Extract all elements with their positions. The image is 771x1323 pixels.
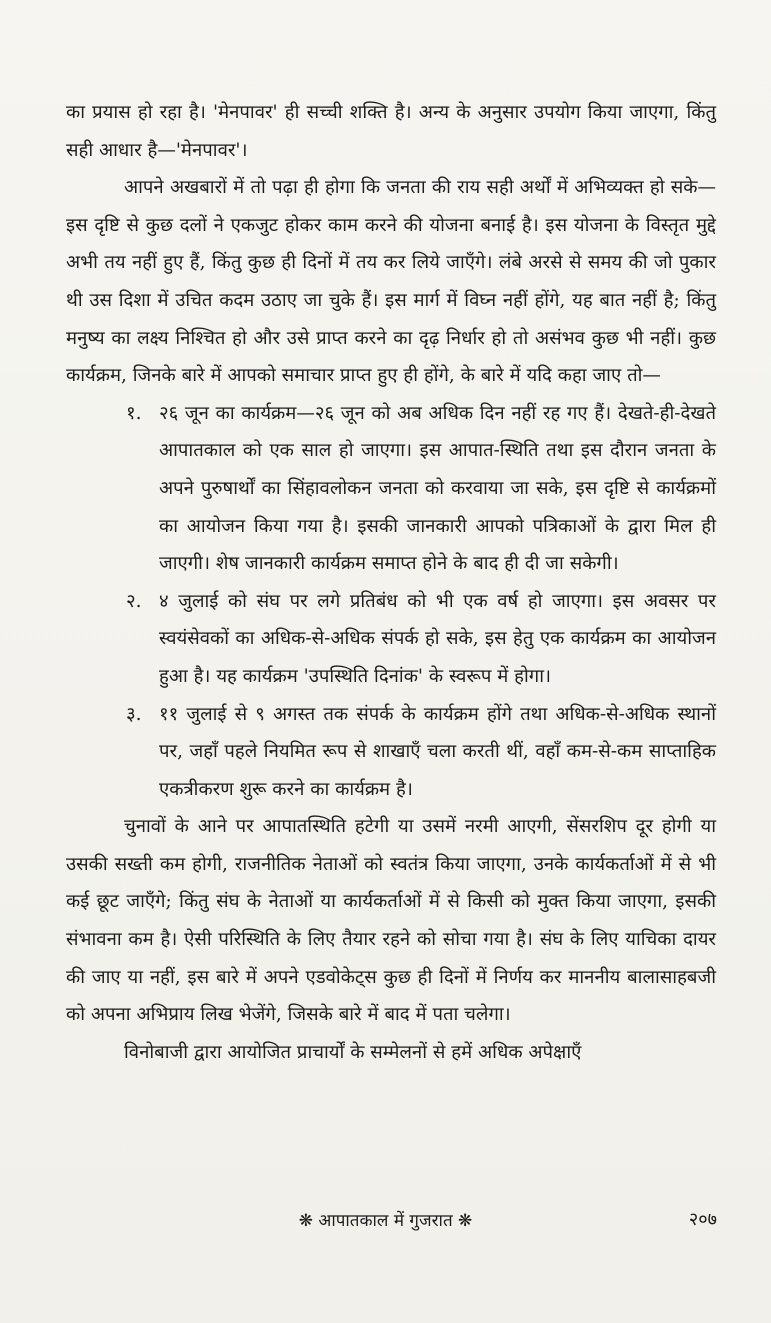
list-number-1: १. bbox=[126, 402, 142, 424]
paragraph-3: चुनावों के आने पर आपातस्थिति हटेगी या उसमें नरमी आएगी, सेंसरशिप दूर होगी या उसकी सख्ती कम होगी, राजनीतिक नेताओं को स्वतंत्र किया जाएगा, उनके कार्यकर्ताओं में से भी कई छूट जाएँगे; किंतु संघ के नेताओं या कार्यकर्ताओं में से किसी को मुक्त किया जाएगा, इसकी संभावना कम है। ऐसी परिस्थिति के लिए तैयार रहने को सोचा गया है। संघ के लिए याचिका दायर की जाए या नहीं, इस बारे में अपने एडवोकेट्स कुछ ही दिनों में निर्णय कर माननीय बालासाहबजी को अपना अभिप्राय लिख भेजेंगे, जिसके बारे में बाद में पता चलेगा। bbox=[66, 816, 716, 1026]
list-text-2: ४ जुलाई को संघ पर लगे प्रतिबंध को भी एक वर्ष हो जाएगा। इस अवसर पर स्वयंसेवकों का अधिक-से-अधिक संपर्क हो सके, इस हेतु एक कार्यक्रम का आयोजन हुआ है। यह कार्यक्रम 'उपस्थिति दिनांक' के स्वरूप में होगा। bbox=[159, 590, 716, 687]
list-item-2 bbox=[66, 583, 716, 696]
paragraph-4: विनोबाजी द्वारा आयोजित प्राचार्यों के सम्मेलनों से हमें अधिक अपेक्षाएँ bbox=[124, 1041, 582, 1063]
list-item-3 bbox=[66, 696, 716, 809]
body-text bbox=[66, 94, 716, 1071]
page-footer bbox=[0, 1208, 771, 1238]
paragraph-2: आपने अखबारों में तो पढ़ा ही होगा कि जनता की राय सही अर्थों में अभिव्यक्त हो सके—इस दृष्टि से कुछ दलों ने एकजुट होकर काम करने की योजना बनाई है। इस योजना के विस्तृत मुद्दे अभी तय नहीं हुए हैं, किंतु कुछ ही दिनों में तय कर लिये जाएँगे। लंबे अरसे से समय की जो पुकार थी उस दिशा में उचित कदम उठाए जा चुके हैं। इस मार्ग में विघ्न नहीं होंगे, यह बात नहीं है; किंतु मनुष्य का लक्ष्य निश्चित हो और उसे प्राप्त करने का दृढ़ निर्धार हो तो असंभव कुछ भी नहीं। कुछ कार्यक्रम, जिनके बारे में आपको समाचार प्राप्त हुए ही होंगे, के बारे में यदि कहा जाए तो— bbox=[66, 177, 716, 387]
list-number-2: २. bbox=[126, 590, 142, 612]
page-number: २०७ bbox=[688, 1209, 717, 1230]
list-number-3: ३. bbox=[126, 703, 142, 725]
list-text-3: ११ जुलाई से ९ अगस्त तक संपर्क के कार्यक्रम होंगे तथा अधिक-से-अधिक स्थानों पर, जहाँ पहले नियमित रूप से शाखाएँ चला करती थीं, वहाँ कम-से-कम साप्ताहिक एकत्रीकरण शुरू करने का कार्यक्रम है। bbox=[159, 703, 716, 800]
list-text-1: २६ जून का कार्यक्रम—२६ जून को अब अधिक दिन नहीं रह गए हैं। देखते-ही-देखते आपातकाल को एक साल हो जाएगा। इस आपात-स्थिति तथा इस दौरान जनता के अपने पुरुषार्थों का सिंहावलोकन जनता को करवाया जा सके, इस दृष्टि से कार्यक्रमों का आयोजन किया गया है। इसकी जानकारी आपको पत्रिकाओं के द्वारा मिल ही जाएगी। शेष जानकारी कार्यक्रम समाप्त होने के बाद ही दी जा सकेगी। bbox=[159, 402, 716, 575]
numbered-list bbox=[66, 395, 716, 809]
list-item-1 bbox=[66, 395, 716, 583]
paragraph-1: का प्रयास हो रहा है। 'मेनपावर' ही सच्ची शक्ति है। अन्य के अनुसार उपयोग किया जाएगा, किंतु सही आधार है—'मेनपावर'। bbox=[66, 102, 716, 161]
running-footer-title: ❋ आपातकाल में गुजरात ❋ bbox=[298, 1211, 473, 1231]
